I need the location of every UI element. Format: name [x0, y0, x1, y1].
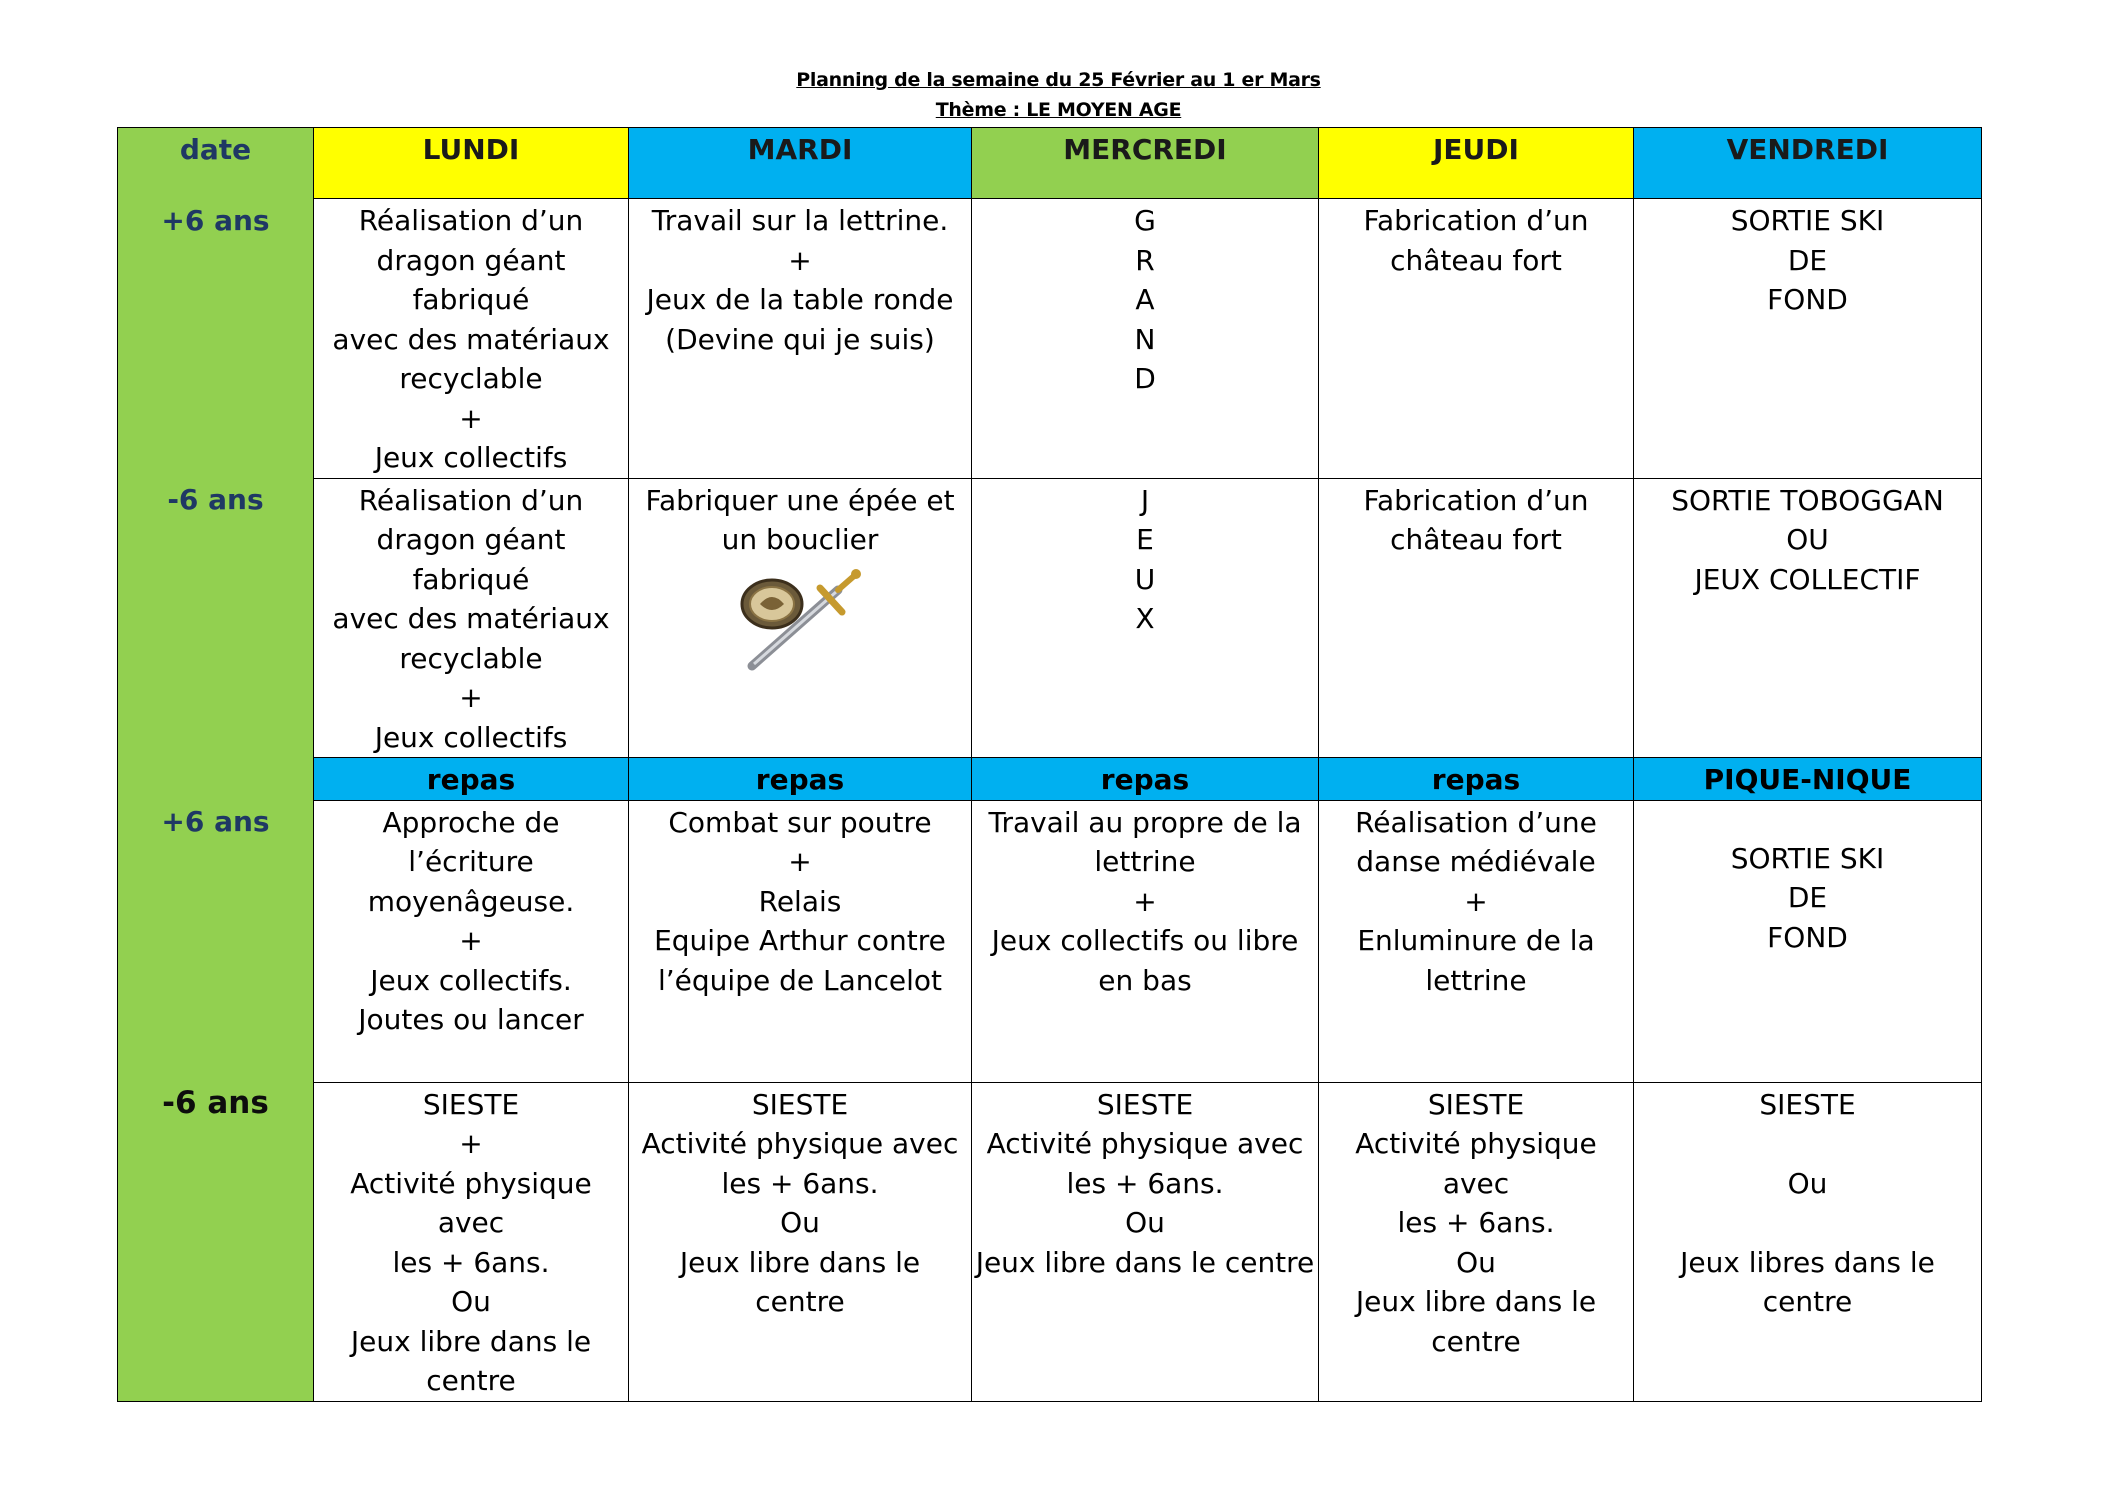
cell-jeudi-morning-plus6: Fabrication d’un château fort: [1319, 199, 1634, 479]
day-header-vendredi: VENDREDI: [1634, 128, 1982, 199]
cell-mercredi-afternoon-minus6: SIESTE Activité physique avec les + 6ans. Ou Jeux libre dans le centre: [972, 1082, 1319, 1401]
afternoon-minus6-row: [118, 1082, 1982, 1401]
theme-title: Thème : LE MOYEN AGE: [935, 99, 1182, 121]
planning-table: [117, 127, 1982, 1402]
cell-vendredi-morning-minus6: SORTIE TOBOGGAN OU JEUX COLLECTIF: [1634, 478, 1982, 758]
cell-mercredi-morning-minus6: J E U X: [972, 478, 1319, 758]
cell-mardi-morning-plus6: Travail sur la lettrine. + Jeux de la table ronde (Devine qui je suis): [629, 199, 972, 479]
cell-jeudi-afternoon-minus6: SIESTE Activité physique avec les + 6ans. Ou Jeux libre dans le centre: [1319, 1082, 1634, 1401]
cell-mercredi-morning-plus6: G R A N D: [972, 199, 1319, 479]
planning-title: Planning de la semaine du 25 Février au 1 er Mars: [796, 69, 1321, 91]
age-label-afternoon-plus6: +6 ans: [118, 800, 314, 1082]
age-label-morning-plus6: +6 ans: [118, 199, 314, 479]
lunch-lundi: repas: [314, 758, 629, 801]
lunch-mercredi: repas: [972, 758, 1319, 801]
cell-vendredi-afternoon-plus6: SORTIE SKI DE FOND: [1634, 800, 1982, 1082]
cell-vendredi-morning-plus6: SORTIE SKI DE FOND: [1634, 199, 1982, 479]
lunch-jeudi: repas: [1319, 758, 1634, 801]
morning-minus6-row: [118, 478, 1982, 758]
cell-mardi-afternoon-minus6: SIESTE Activité physique avec les + 6ans. Ou Jeux libre dans le centre: [629, 1082, 972, 1401]
lunch-mardi: repas: [629, 758, 972, 801]
cell-vendredi-afternoon-minus6: SIESTE Ou Jeux libres dans le centre: [1634, 1082, 1982, 1401]
lunch-vendredi: PIQUE-NIQUE: [1634, 758, 1982, 801]
cell-lundi-afternoon-minus6: SIESTE + Activité physique avec les + 6ans. Ou Jeux libre dans le centre: [314, 1082, 629, 1401]
morning-plus6-row: [118, 199, 1982, 479]
lunch-row: [118, 758, 1982, 801]
sword-and-shield-icon: [730, 568, 870, 678]
afternoon-plus6-row: [118, 800, 1982, 1082]
cell-lundi-morning-plus6: Réalisation d’un dragon géant fabriqué avec des matériaux recyclable + Jeux collectifs: [314, 199, 629, 479]
cell-mardi-afternoon-plus6: Combat sur poutre + Relais Equipe Arthur contre l’équipe de Lancelot: [629, 800, 972, 1082]
age-spacer-lunch: [118, 758, 314, 801]
header-row: [118, 128, 1982, 199]
cell-jeudi-afternoon-plus6: Réalisation d’une danse médiévale + Enluminure de la lettrine: [1319, 800, 1634, 1082]
age-label-morning-minus6: -6 ans: [118, 478, 314, 758]
day-header-lundi: LUNDI: [314, 128, 629, 199]
cell-mardi-morning-minus6: [629, 478, 972, 758]
cell-jeudi-morning-minus6: Fabrication d’un château fort: [1319, 478, 1634, 758]
date-header: date: [118, 128, 314, 199]
day-header-mercredi: MERCREDI: [972, 128, 1319, 199]
age-label-afternoon-minus6: -6 ans: [118, 1082, 314, 1401]
mardi-morning-minus6-text: Fabriquer une épée et un bouclier: [645, 483, 955, 556]
cell-mercredi-afternoon-plus6: Travail au propre de la lettrine + Jeux collectifs ou libre en bas: [972, 800, 1319, 1082]
cell-lundi-morning-minus6: Réalisation d’un dragon géant fabriqué avec des matériaux recyclable + Jeux collectifs: [314, 478, 629, 758]
day-header-jeudi: JEUDI: [1319, 128, 1634, 199]
cell-lundi-afternoon-plus6: Approche de l’écriture moyenâgeuse. + Jeux collectifs. Joutes ou lancer: [314, 800, 629, 1082]
day-header-mardi: MARDI: [629, 128, 972, 199]
